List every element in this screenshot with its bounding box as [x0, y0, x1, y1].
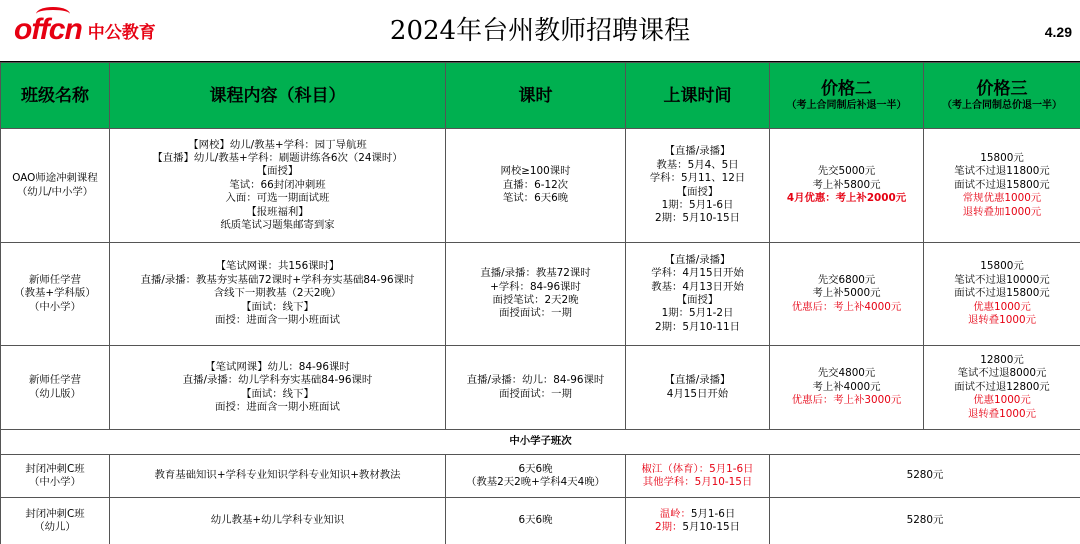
cell-line — [628, 521, 767, 534]
cell-line: 其他学科：5月10-15日 — [642, 476, 753, 488]
discount-note: 退转叠1000元 — [967, 407, 1036, 420]
schedule-cell — [626, 498, 770, 544]
content-cell — [110, 243, 446, 346]
cell-line: 新师任学营 — [29, 273, 81, 286]
col-price3 — [924, 63, 1080, 129]
schedule-cell — [626, 129, 770, 243]
cell-line: 入面：可选一期面试班 — [225, 192, 330, 205]
cell-line: 直播/录播：幼儿学科夯实基础84-96课时 — [182, 374, 373, 387]
col-class-name: 班级名称 — [1, 63, 110, 129]
price-cell: 5280元 — [770, 455, 1080, 498]
cell-line: 考上补4000元 — [812, 380, 881, 393]
cell-line: 面试不过退15800元 — [954, 178, 1050, 191]
cell-line: 面授：进面含一期小班面试 — [215, 400, 340, 413]
table-row — [1, 346, 1080, 430]
content-cell — [110, 129, 446, 243]
discount-note: 优惠后：考上补4000元 — [791, 300, 902, 313]
col-price2-note: （考上合同制后补退一半） — [786, 100, 907, 111]
table-row — [1, 129, 1080, 243]
class-name-cell — [1, 455, 110, 498]
col-price2 — [770, 63, 924, 129]
cell-line: 面试不过退12800元 — [954, 380, 1050, 393]
cell-line: +学科：84-96课时 — [490, 280, 581, 293]
cell-line: 教基：5月4、5日 — [656, 158, 739, 171]
class-name-cell — [1, 243, 110, 346]
cell-line: （中小学） — [29, 476, 81, 488]
cell-line: 【直播/录播】 — [664, 374, 731, 387]
hours-cell — [446, 346, 626, 430]
cell-line: 封闭冲刺C班 — [25, 462, 85, 475]
cell-line: 新师任学营 — [29, 374, 81, 387]
course-table — [0, 62, 1080, 544]
header-row — [1, 63, 1080, 129]
cell-line: 面试不过退15800元 — [954, 287, 1050, 300]
class-name-cell — [1, 498, 110, 544]
hours-cell — [446, 243, 626, 346]
cell-line: 6天6晚 — [518, 514, 553, 527]
cell-line: 网校≥100课时 — [500, 165, 571, 178]
cell-line: 【面授】 — [256, 165, 299, 178]
cell-line: 先交6800元 — [817, 273, 876, 286]
price3-cell — [924, 129, 1080, 243]
cell-line: 直播：6-12次 — [502, 178, 569, 191]
discount-note: 退转叠1000元 — [967, 314, 1036, 327]
price2-cell — [770, 243, 924, 346]
table-row — [1, 455, 1080, 498]
cell-line: 4月15日开始 — [666, 387, 729, 400]
price3-cell — [924, 243, 1080, 346]
hours-cell — [446, 498, 626, 544]
schedule-cell — [626, 346, 770, 430]
discount-note: 退转叠加1000元 — [962, 205, 1042, 218]
class-name-cell — [1, 129, 110, 243]
content-cell: 幼儿教基+幼儿学科专业知识 — [110, 498, 446, 544]
cell-line: 考上补5800元 — [812, 178, 881, 191]
cell-line: 教基：4月13日开始 — [651, 280, 744, 293]
cell-line: （教基2天2晚+学科4天4晚） — [465, 476, 606, 488]
cell-line: 笔试不过退10000元 — [954, 273, 1050, 286]
date-value: 5月1-6日 — [690, 507, 736, 520]
section-row — [1, 430, 1080, 455]
cell-line: 直播/录播：教基夯实基础72课时+学科夯实基础84-96课时 — [140, 273, 415, 286]
logo-text: 中公教育 — [87, 22, 156, 43]
cell-line: 12800元 — [980, 353, 1024, 366]
price3-cell — [924, 346, 1080, 430]
cell-line: 面授笔试：2天2晚 — [492, 294, 579, 306]
cell-line: 含线下一期教基（2天2晚） — [213, 287, 342, 300]
page-title: 2024年台州教师招聘课程 — [389, 16, 691, 46]
schedule-cell — [626, 243, 770, 346]
class-name-cell — [1, 346, 110, 430]
hours-cell — [446, 455, 626, 498]
cell-line: 直播/录播：教基72课时 — [480, 267, 591, 280]
cell-line: 2期：5月10-15日 — [655, 212, 740, 225]
cell-line: 学科：4月15日开始 — [651, 267, 744, 280]
col-price3-note: （考上合同制总价退一半） — [942, 100, 1062, 111]
cell-line: 纸质笔试习题集邮寄到家 — [220, 219, 335, 232]
cell-line: 2期：5月10-11日 — [655, 320, 740, 333]
cell-line: 笔试：6天6晚 — [502, 192, 569, 205]
cell-line: 学科：5月11、12日 — [649, 172, 746, 185]
cell-line: 1期：5月1-2日 — [661, 307, 734, 320]
date-value: 5月10-15日 — [682, 521, 740, 533]
table-row — [1, 498, 1080, 544]
col-hours: 课时 — [446, 63, 626, 129]
cell-line: 【面授】 — [676, 294, 719, 306]
cell-line: 【网校】幼儿/教基+学科：园丁导航班 — [188, 138, 367, 151]
cell-line: 【笔试网课】幼儿：84-96课时 — [205, 360, 350, 373]
section-title: 中小学子班次 — [1, 430, 1080, 455]
logo-mark: offcn — [14, 13, 82, 47]
cell-line: 【直播】幼儿/教基+学科：刷题讲练各6次（24课时） — [152, 151, 403, 164]
cell-line: （幼儿） — [34, 521, 76, 533]
cell-line: 1期：5月1-6日 — [661, 198, 734, 211]
cell-line: 【面授】 — [676, 185, 719, 198]
cell-line: 笔试不过退11800元 — [954, 165, 1050, 178]
cell-line: （幼儿版） — [29, 387, 81, 400]
cell-line: OAO师途冲刺课程 — [12, 172, 98, 185]
price2-cell — [770, 129, 924, 243]
cell-line: 【面试：线下】 — [241, 387, 314, 400]
cell-line: 面授面试：一期 — [499, 307, 572, 320]
campus-label: 温岭： — [659, 507, 691, 520]
cell-line: （教基+学科版） — [14, 287, 96, 300]
discount-note: 优惠1000元 — [973, 394, 1031, 407]
cell-line: 面授：进面含一期小班面试 — [215, 314, 340, 327]
price-cell: 5280元 — [770, 498, 1080, 544]
discount-note: 4月优惠：考上补2000元 — [786, 192, 907, 205]
price2-cell — [770, 346, 924, 430]
cell-line: （幼儿/中小学） — [16, 185, 94, 198]
col-price2-title: 价格二 — [821, 79, 872, 99]
table-row — [1, 243, 1080, 346]
cell-line: 15800元 — [980, 151, 1024, 164]
col-schedule: 上课时间 — [626, 63, 770, 129]
cell-line: 6天6晚 — [518, 462, 553, 475]
discount-note: 优惠1000元 — [973, 300, 1031, 313]
discount-note: 常规优惠1000元 — [962, 192, 1042, 205]
cell-line: （中小学） — [29, 300, 81, 313]
cell-line: 【面试：线下】 — [241, 300, 314, 313]
campus-label: 2期： — [655, 521, 683, 533]
cell-line: 笔试：66封闭冲刺班 — [229, 178, 326, 191]
content-cell — [110, 346, 446, 430]
cell-line: 封闭冲刺C班 — [25, 507, 85, 520]
col-price3-title: 价格三 — [976, 79, 1028, 99]
cell-line: 【笔试网课：共156课时】 — [215, 260, 340, 273]
title-bar — [0, 0, 1080, 62]
cell-line: 考上补5000元 — [812, 287, 881, 300]
cell-line: 【直播/录播】 — [664, 145, 731, 158]
cell-line: 椒江（体育）：5月1-6日 — [641, 462, 754, 475]
cell-line: 直播/录播：幼儿：84-96课时 — [466, 374, 605, 387]
cell-line: 笔试不过退8000元 — [957, 367, 1047, 380]
schedule-cell — [626, 455, 770, 498]
cell-line: 先交5000元 — [817, 165, 876, 178]
cell-line: 先交4800元 — [817, 367, 876, 380]
hours-cell — [446, 129, 626, 243]
discount-note: 优惠后：考上补3000元 — [791, 394, 902, 407]
content-cell: 教育基础知识+学科专业知识学科专业知识+教材教法 — [110, 455, 446, 498]
cell-line: 15800元 — [980, 260, 1024, 273]
cell-line: 面授面试：一期 — [499, 387, 572, 400]
cell-line: 【报班福利】 — [246, 205, 309, 218]
cell-line: 【直播/录播】 — [664, 253, 731, 266]
cell-line — [628, 508, 767, 521]
date-label: 4.29 — [1044, 24, 1072, 40]
col-content: 课程内容（科目） — [110, 63, 446, 129]
